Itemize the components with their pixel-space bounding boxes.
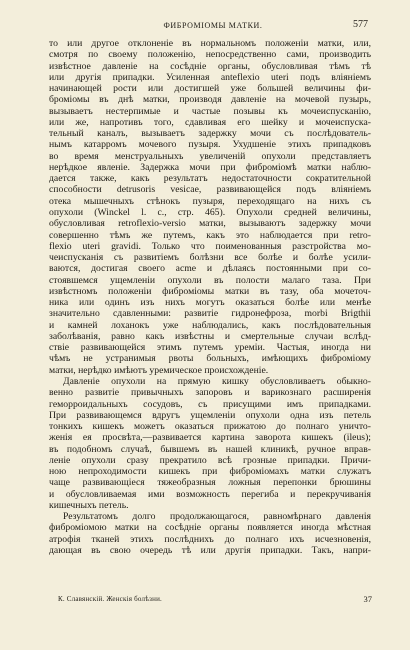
text-line: flexio uteri gravidi. Только что поименованныя разстройства мо- — [49, 240, 371, 252]
text-line: При развивающемся вдругъ ущемленіи опухоли одна изъ петель — [49, 409, 371, 421]
text-line: то или другое отклоненіе въ нормальномъ положеніи матки, или, — [49, 38, 371, 49]
text-line: дающая въ свою очередь тѣ или другія припадки. Такъ, напри- — [49, 544, 371, 556]
text-line: тонкихъ кишекъ можетъ оказаться прижатою до полнаго уничто- — [49, 421, 371, 433]
paragraph-first-line: Давленіе опухоли на прямую кишку обусловливаетъ обыкно- — [63, 375, 371, 387]
text-line: венно развитіе привычныхъ запоровъ и варикознаго расширенія — [49, 387, 371, 399]
footer-signature: К. Славянскій. Женскія болѣзни. — [58, 595, 162, 603]
text-line: чѣмъ не устранимыя рвоты больныхъ, имѣющихъ фиброміому — [49, 353, 371, 365]
text-line: вызываетъ нестерпимые и частые позывы къ мочеиспусканію, — [49, 105, 371, 117]
text-line: ною непроходимости кишекъ при фиброміомахъ матки служатъ — [49, 466, 371, 478]
text-line: или же, напротивъ того, сдавливая его шейку и мочеиспуска- — [49, 116, 371, 128]
text-line: ваются, достигая своего acme и дѣлаясь постоянными при со- — [49, 263, 371, 275]
paragraph-first-line: Результатомъ долго продолжающагося, равномѣрнаго давленія — [63, 511, 371, 523]
text-line: броміомы въ днѣ матки, производя давленіе на мочевой пузырь, — [49, 94, 371, 106]
text-line: кишечныхъ петель. — [49, 499, 129, 511]
text-line: извѣстное давленіе на сосѣдніе органы, обусловливая тѣмъ тѣ — [49, 60, 371, 72]
text-line: заболѣванія, равно какъ извѣстны и смертельные случаи вслѣд- — [49, 330, 371, 342]
text-line: фиброміомою матки на сосѣдніе органы появляется иногда мѣстная — [49, 522, 371, 534]
text-line: чаще развивающіеся тяжеобразныя ложныя перепонки брюшины — [49, 477, 371, 489]
text-line: тельный каналъ, вызываетъ задержку мочи съ послѣдователь- — [49, 128, 371, 140]
text-line: совершенно тѣмъ же путемъ, какъ это наблюдается при retro- — [49, 229, 371, 241]
text-line: и камней лоханокъ уже наблюдались, какъ послѣдовательныя — [49, 319, 371, 331]
text-line: смотря по своему положенію, непосредственно сами, производить — [49, 49, 371, 61]
running-title: ФИБРОМІОМЫ МАТКИ. — [163, 21, 263, 30]
text-line: чеиспусканія съ развитіемъ болѣзни все болѣе и болѣе усили- — [49, 252, 371, 264]
body-text — [49, 38, 371, 556]
text-line: способности detrusoris vesicae, развивающейся подъ вліяніемъ — [49, 184, 371, 196]
text-line: и обусловливаемая ими возможность перегиба и перекручиванія — [49, 488, 371, 500]
text-line: женія ея просвѣта,—развивается картина заворота кишекъ (ileus); — [49, 432, 371, 444]
page-footer — [58, 593, 372, 605]
text-line: геморроидальныхъ сосудовъ, съ присущими имъ припадками. — [49, 398, 371, 410]
text-line: леніе опухоли сразу прекратило всѣ грозные припадки. Причи- — [49, 454, 371, 466]
text-line: обусловливая retroflexio-versio матки, вызываютъ задержку мочи — [49, 218, 371, 230]
page-header — [58, 20, 368, 36]
text-line: опухоли (Winckel l. c., стр. 465). Опухоли средней величины, — [49, 206, 371, 218]
text-line: отека мышечныхъ стѣнокъ пузыря, переходящаго на нихъ съ — [49, 195, 371, 207]
text-line: матки, нерѣдко имѣютъ уремическое происхожденіе. — [49, 364, 269, 376]
text-line: ствіе развивающейся этимъ путемъ уреміи. Частыя, иногда ни — [49, 342, 371, 354]
page-number: 577 — [353, 19, 368, 30]
text-line: значительно сдавленными: развитіе гидронефроза, morbi Brigthii — [49, 308, 371, 320]
text-line: стоявшемся ущемленіи опухоли въ полости малаго таза. При — [49, 274, 371, 286]
text-line: во время менструальныхъ увеличеній опухоли представляетъ — [49, 150, 371, 162]
sheet-number: 37 — [363, 594, 372, 604]
text-line: атрофія тканей этихъ послѣднихъ до полнаго ихъ исчезновенія, — [49, 533, 371, 545]
text-line: въ подобномъ случаѣ, бывшемъ въ нашей клиникѣ, ручное вправ- — [49, 443, 371, 455]
text-line: ника или одинъ изъ нихъ могутъ оказаться болѣе или менѣе — [49, 297, 371, 309]
text-line: извѣстномъ положеніи фиброміомы матки въ тазу, оба мочеточ- — [49, 285, 371, 297]
text-line: дается также, какъ результатъ недостаточности сократительной — [49, 173, 371, 185]
text-line: нымъ катарромъ мочевого пузыря. Ухудшеніе этихъ припадковъ — [49, 139, 371, 151]
text-line: нерѣдкое явленіе. Задержка мочи при фиброміомѣ матки наблю- — [49, 161, 371, 173]
text-line: или другія припадки. Усиленная anteflexio uteri подъ вліяніемъ — [49, 71, 371, 83]
text-line: начинающей рости или достигшей уже большей величины фи- — [49, 83, 371, 95]
